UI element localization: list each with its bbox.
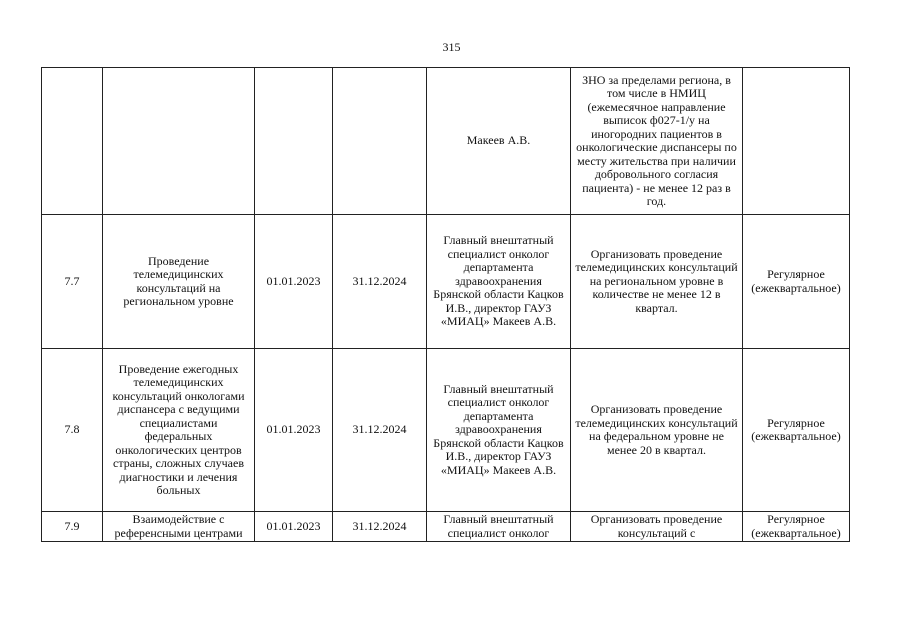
cell-periodicity: Регулярное (ежеквартальное)	[743, 349, 850, 512]
cell-event: Взаимодействие с референсными центрами	[103, 512, 255, 542]
cell-event: Проведение телемедицинских консультаций на региональном уровне	[103, 215, 255, 349]
cell-end	[333, 68, 427, 215]
cell-responsible: Главный внештатный специалист онколог департамента здравоохранения Брянской области Кацков И.В., директор ГАУЗ «МИАЦ» Макеев А.В.	[427, 215, 571, 349]
cell-responsible: Главный внештатный специалист онколог департамента здравоохранения Брянской области Кацков И.В., директор ГАУЗ «МИАЦ» Макеев А.В.	[427, 349, 571, 512]
cell-start: 01.01.2023	[255, 215, 333, 349]
cell-start: 01.01.2023	[255, 349, 333, 512]
cell-responsible: Главный внештатный специалист онколог	[427, 512, 571, 542]
table-row	[42, 68, 850, 215]
cell-result: ЗНО за пределами региона, в том числе в НМИЦ (ежемесячное направление выписок ф027-1/у на иногородних пациентов в онкологические диспансеры по месту жительства при наличии добровольного согласия пациента) - не менее 12 раз в год.	[571, 68, 743, 215]
cell-num: 7.8	[42, 349, 103, 512]
cell-event: Проведение ежегодных телемедицинских консультаций онкологами диспансера с ведущими специалистами федеральных онкологических центров страны, сложных случаев диагностики и лечения больных	[103, 349, 255, 512]
cell-event	[103, 68, 255, 215]
cell-periodicity: Регулярное (ежеквартальное)	[743, 512, 850, 542]
plan-table	[41, 67, 850, 542]
table-row	[42, 215, 850, 349]
cell-num: 7.9	[42, 512, 103, 542]
cell-end: 31.12.2024	[333, 512, 427, 542]
cell-result: Организовать проведение телемедицинских консультаций на федеральном уровне не менее 20 в квартал.	[571, 349, 743, 512]
page-number: 315	[442, 40, 461, 54]
cell-result: Организовать проведение консультаций с	[571, 512, 743, 542]
cell-periodicity	[743, 68, 850, 215]
table-row	[42, 512, 850, 542]
cell-end: 31.12.2024	[333, 349, 427, 512]
cell-responsible: Макеев А.В.	[427, 68, 571, 215]
table-row	[42, 349, 850, 512]
cell-start	[255, 68, 333, 215]
cell-periodicity: Регулярное (ежеквартальное)	[743, 215, 850, 349]
cell-result: Организовать проведение телемедицинских консультаций на региональном уровне в количестве не менее 12 в квартал.	[571, 215, 743, 349]
cell-end: 31.12.2024	[333, 215, 427, 349]
cell-start: 01.01.2023	[255, 512, 333, 542]
cell-num: 7.7	[42, 215, 103, 349]
cell-num	[42, 68, 103, 215]
